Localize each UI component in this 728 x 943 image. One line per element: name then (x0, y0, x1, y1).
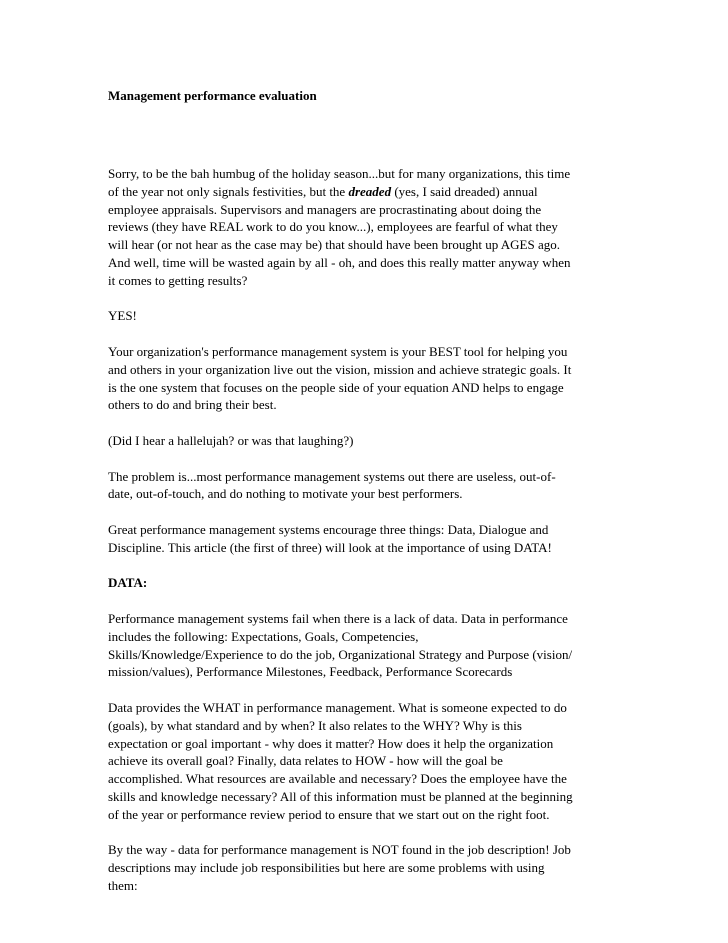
text-run: Skills/Knowledge/Experience to do the job, Organizational Strategy and Purpose (vision/ (108, 646, 573, 662)
text-run: Great performance management systems encourage three things: Data, Dialogue and (108, 521, 549, 537)
text-run: By the way - data for performance management is NOT found in the job description! Job (108, 842, 571, 858)
text-line (108, 717, 628, 735)
text-run: Data provides the WHAT in performance management. What is someone expected to do (108, 699, 567, 715)
document-body (108, 165, 628, 912)
text-line (108, 574, 628, 592)
text-run: (yes, I said dreaded) annual (391, 183, 538, 199)
body-paragraph (108, 468, 628, 504)
text-line (108, 806, 628, 824)
text-line (108, 699, 628, 717)
text-run: reviews (they have REAL work to do you know...), employees are fearful of what they (108, 219, 558, 235)
text-run: and others in your organization live out the vision, mission and achieve strategic goals. It (108, 361, 572, 377)
text-run: date, out-of-touch, and do nothing to motivate your best performers. (108, 486, 463, 502)
text-line (108, 788, 628, 806)
text-run: of the year not only signals festivities, but the (108, 183, 349, 199)
text-run: will hear (or not hear as the case may be) that should have been brought up AGES ago. (108, 237, 560, 253)
text-line (108, 485, 628, 503)
body-paragraph (108, 343, 628, 414)
text-run: Performance management systems fail when there is a lack of data. Data in performance (108, 610, 568, 626)
text-run: includes the following: Expectations, Goals, Competencies, (108, 628, 419, 644)
text-run: (Did I hear a hallelujah? or was that laughing?) (108, 432, 354, 448)
text-line (108, 752, 628, 770)
text-run: YES! (108, 308, 137, 324)
text-line (108, 254, 628, 272)
text-line (108, 236, 628, 254)
text-run: it comes to getting results? (108, 272, 248, 288)
body-paragraph (108, 699, 628, 824)
text-line (108, 343, 628, 361)
text-run: expectation or goal important - why does it matter? How does it help the organization (108, 735, 554, 751)
text-line (108, 859, 628, 877)
emphasis-text: dreaded (348, 183, 392, 199)
text-run: Discipline. This article (the first of three) will look at the importance of using DATA! (108, 539, 552, 555)
text-run: Sorry, to be the bah humbug of the holiday season...but for many organizations, this time (108, 166, 571, 181)
text-run: of the year or performance review period to ensure that we start out on the right foot. (108, 806, 550, 822)
text-line (108, 468, 628, 486)
text-line (108, 396, 628, 414)
text-run: The problem is...most performance management systems out there are useless, out-of- (108, 468, 556, 484)
text-line (108, 663, 628, 681)
text-run: achieve its overall goal? Finally, data relates to HOW - how will the goal be (108, 753, 503, 769)
body-paragraph (108, 841, 628, 894)
text-line (108, 646, 628, 664)
text-run: skills and knowledge necessary? All of this information must be planned at the beginning (108, 788, 573, 804)
body-paragraph (108, 432, 628, 450)
text-line (108, 272, 628, 290)
document-title: Management performance evaluation (108, 88, 317, 103)
section-heading (108, 574, 628, 592)
body-paragraph (108, 165, 628, 290)
text-line (108, 165, 628, 183)
text-line (108, 432, 628, 450)
text-line (108, 877, 628, 895)
text-run: descriptions may include job responsibilities but here are some problems with using (108, 860, 545, 876)
text-run: them: (108, 877, 138, 893)
text-run: accomplished. What resources are available and necessary? Does the employee have the (108, 771, 567, 787)
text-run: others to do and bring their best. (108, 397, 277, 413)
text-run: And well, time will be wasted again by all - oh, and does this really matter anyway when (108, 254, 571, 270)
text-line (108, 841, 628, 859)
text-line (108, 201, 628, 219)
text-line (108, 183, 628, 201)
text-line (108, 379, 628, 397)
text-line (108, 307, 628, 325)
text-line (108, 521, 628, 539)
text-run: is the one system that focuses on the people side of your equation AND helps to engage (108, 379, 564, 395)
text-run: mission/values), Performance Milestones, Feedback, Performance Scorecards (108, 664, 513, 680)
text-line (108, 770, 628, 788)
body-paragraph (108, 521, 628, 557)
text-line (108, 539, 628, 557)
text-run: (goals), by what standard and by when? It also relates to the WHY? Why is this (108, 717, 522, 733)
text-run: employee appraisals. Supervisors and managers are procrastinating about doing the (108, 201, 542, 217)
text-line (108, 628, 628, 646)
text-line (108, 735, 628, 753)
text-line (108, 361, 628, 379)
body-paragraph (108, 610, 628, 681)
text-line (108, 218, 628, 236)
text-run: Your organization's performance management system is your BEST tool for helping you (108, 343, 568, 359)
body-paragraph (108, 307, 628, 325)
emphasis-text: DATA: (108, 575, 148, 591)
text-line (108, 610, 628, 628)
